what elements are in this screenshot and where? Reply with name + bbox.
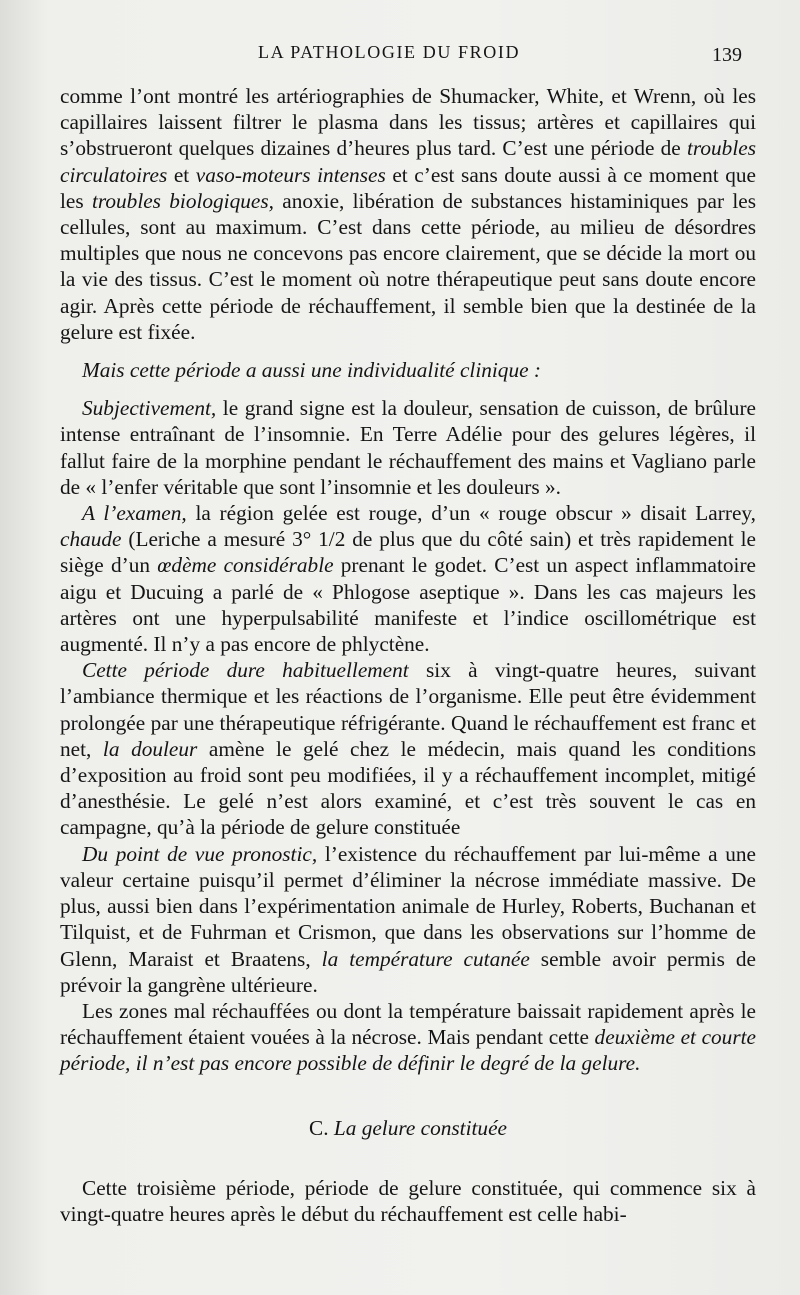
paragraph-examen: A l’examen, la région gelée est rouge, d’un « rouge obscur » disait Larrey, chaude (Leriche a mesuré 3° 1/2 de plus que du côté sain) et très rapidement le siège d’un œdème considérable prenant le godet. C’est un aspect inflammatoire aigu et Ducuing a parlé de « Phlogose aseptique ». Dans les cas majeurs les artères ont une hyperpulsabilité manifeste et l’indice oscillométrique est augmenté. Il n’y a pas encore de phlyctène. bbox=[60, 501, 756, 657]
paragraph-individualite-clinique: Mais cette période a aussi une individualité clinique : bbox=[82, 358, 541, 383]
paragraph-arteriographies: comme l’ont montré les artériographies de Shumacker, White, et Wrenn, où les capillaires laissent filtrer le plasma dans les tissus; artères et capillaires qui s’obstrueront quelques dizaines d’heures plus tard. C’est une période de troubles circulatoires et vaso-moteurs intenses et c’est sans doute aussi à ce moment que les troubles biologiques, anoxie, libération de substances histaminiques par les cellules, sont au maximum. C’est dans cette période, au milieu de désordres multiples que nous ne concevons pas encore clairement, que se décide la mort ou la vie des tissus. C’est le moment où notre thérapeutique peut sans doute encore agir. Après cette période de réchauffement, il semble bien que la destinée de la gelure est fixée. bbox=[60, 84, 757, 344]
body-text bbox=[60, 83, 756, 1227]
page-header bbox=[0, 42, 800, 72]
page-number: 139 bbox=[712, 44, 742, 66]
section-heading: C. La gelure constituée bbox=[309, 1115, 507, 1140]
paragraph-subjectivement: Subjectivement, le grand signe est la douleur, sensation de cuisson, de brûlure intense entraînant de l’insomnie. En Terre Adélie pour des gelures légères, il fallut faire de la morphine pendant le réchauffement des mains et Vagliano parle de « l’enfer véritable que sont l’insomnie et les douleurs ». bbox=[60, 396, 756, 499]
paragraph-duree: Cette période dure habituellement six à vingt-quatre heures, suivant l’ambiance thermique et les réactions de l’organisme. Elle peut être évidemment prolongée par une thérapeutique réfrigérante. Quand le réchauffement est franc et net, la douleur amène le gelé chez le médecin, mais quand les conditions d’exposition au froid sont peu modifiées, il y a réchauffement incomplet, mitigé d’anesthésie. Le gelé n’est alors examiné, et c’est très souvent le cas en campagne, qu’à la période de gelure constituée bbox=[60, 658, 756, 840]
paragraph-troisieme-periode: Cette troisième période, période de gelure constituée, qui commence six à vingt-quatre heures après le début du réchauffement est celle habi- bbox=[60, 1175, 756, 1226]
running-title: LA PATHOLOGIE DU FROID bbox=[258, 42, 521, 62]
paragraph-zones-rechauffees: Les zones mal réchauffées ou dont la température baissait rapidement après le réchauffement étaient vouées à la nécrose. Mais pendant cette deuxième et courte période, il n’est pas encore possible de définir le degré de la gelure. bbox=[60, 998, 756, 1076]
paragraph-pronostic: Du point de vue pronostic, l’existence du réchauffement par lui-même a une valeur certaine puisqu’il permet d’éliminer la nécrose immédiate massive. De plus, aussi bien dans l’expérimentation animale de Hurley, Roberts, Buchanan et Tilquist, et de Fuhrman et Crismon, que dans les observations sur l’homme de Glenn, Maraist et Braatens, la température cutanée semble avoir permis de prévoir la gangrène ultérieure. bbox=[60, 841, 756, 997]
